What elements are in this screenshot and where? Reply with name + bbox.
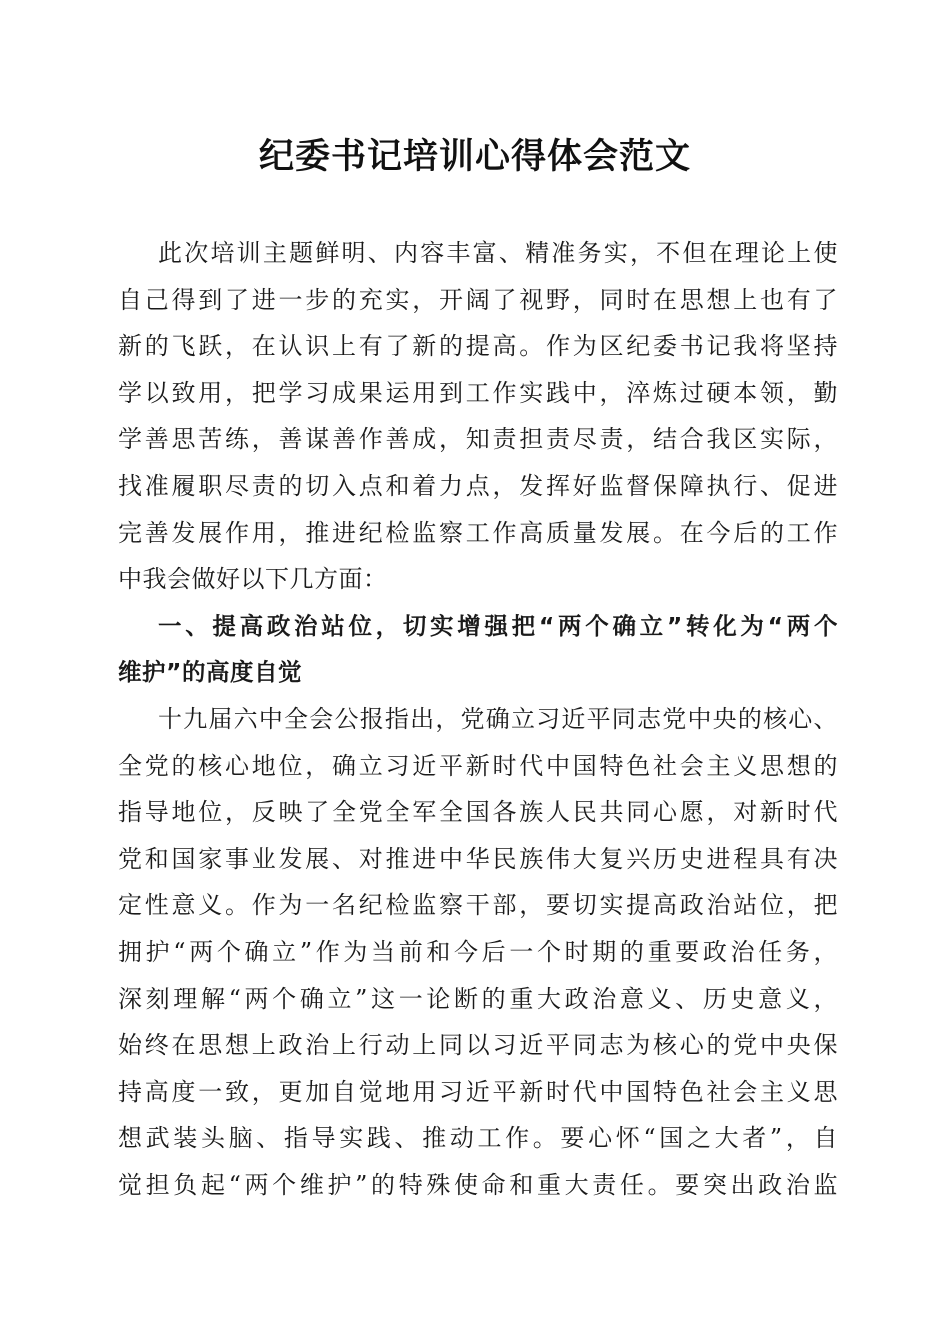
paragraph-line: 十九届六中全会公报指出，党确立习近平同志党中央的核心、 — [158, 704, 838, 733]
paragraph-line: 指导地位，反映了全党全军全国各族人民共同心愿，对新时代 — [118, 798, 838, 827]
document-title: 纪委书记培训心得体会范文 — [258, 136, 691, 177]
paragraph-line: 想武装头脑、指导实践、推动工作。要心怀“国之大者”，自 — [118, 1124, 838, 1153]
paragraph-line: 全党的核心地位，确立习近平新时代中国特色社会主义思想的 — [118, 751, 838, 780]
paragraph-line: 新的飞跃，在认识上有了新的提高。作为区纪委书记我将坚持 — [118, 332, 838, 361]
paragraph-line: 深刻理解“两个确立”这一论断的重大政治意义、历史意义， — [118, 984, 838, 1013]
paragraph-line: 学善思苦练，善谋善作善成，知责担责尽责，结合我区实际， — [118, 425, 838, 454]
document-body — [118, 230, 838, 1208]
paragraph-line: 觉担负起“两个维护”的特殊使命和重大责任。要突出政治监 — [118, 1170, 838, 1199]
section-heading-line: 一、提高政治站位，切实增强把“两个确立”转化为“两个 — [158, 611, 838, 640]
paragraph-line: 自己得到了进一步的充实，开阔了视野，同时在思想上也有了 — [118, 285, 838, 314]
paragraph-line: 定性意义。作为一名纪检监察干部，要切实提高政治站位，把 — [118, 891, 838, 920]
paragraph-line: 拥护“两个确立”作为当前和今后一个时期的重要政治任务， — [118, 937, 838, 966]
paragraph-line: 始终在思想上政治上行动上同以习近平同志为核心的党中央保 — [118, 1031, 838, 1060]
paragraph-line: 党和国家事业发展、对推进中华民族伟大复兴历史进程具有决 — [118, 844, 838, 873]
paragraph-line: 学以致用，把学习成果运用到工作实践中，淬炼过硬本领，勤 — [118, 378, 838, 407]
paragraph-line: 持高度一致，更加自觉地用习近平新时代中国特色社会主义思 — [118, 1077, 838, 1106]
paragraph-line: 中我会做好以下几方面： — [118, 565, 388, 594]
paragraph-line: 此次培训主题鲜明、内容丰富、精准务实，不但在理论上使 — [158, 239, 838, 267]
paragraph-line: 完善发展作用，推进纪检监察工作高质量发展。在今后的工作 — [118, 518, 838, 547]
section-heading-line: 维护”的高度自觉 — [118, 658, 302, 687]
paragraph-line: 找准履职尽责的切入点和着力点，发挥好监督保障执行、促进 — [118, 471, 838, 500]
